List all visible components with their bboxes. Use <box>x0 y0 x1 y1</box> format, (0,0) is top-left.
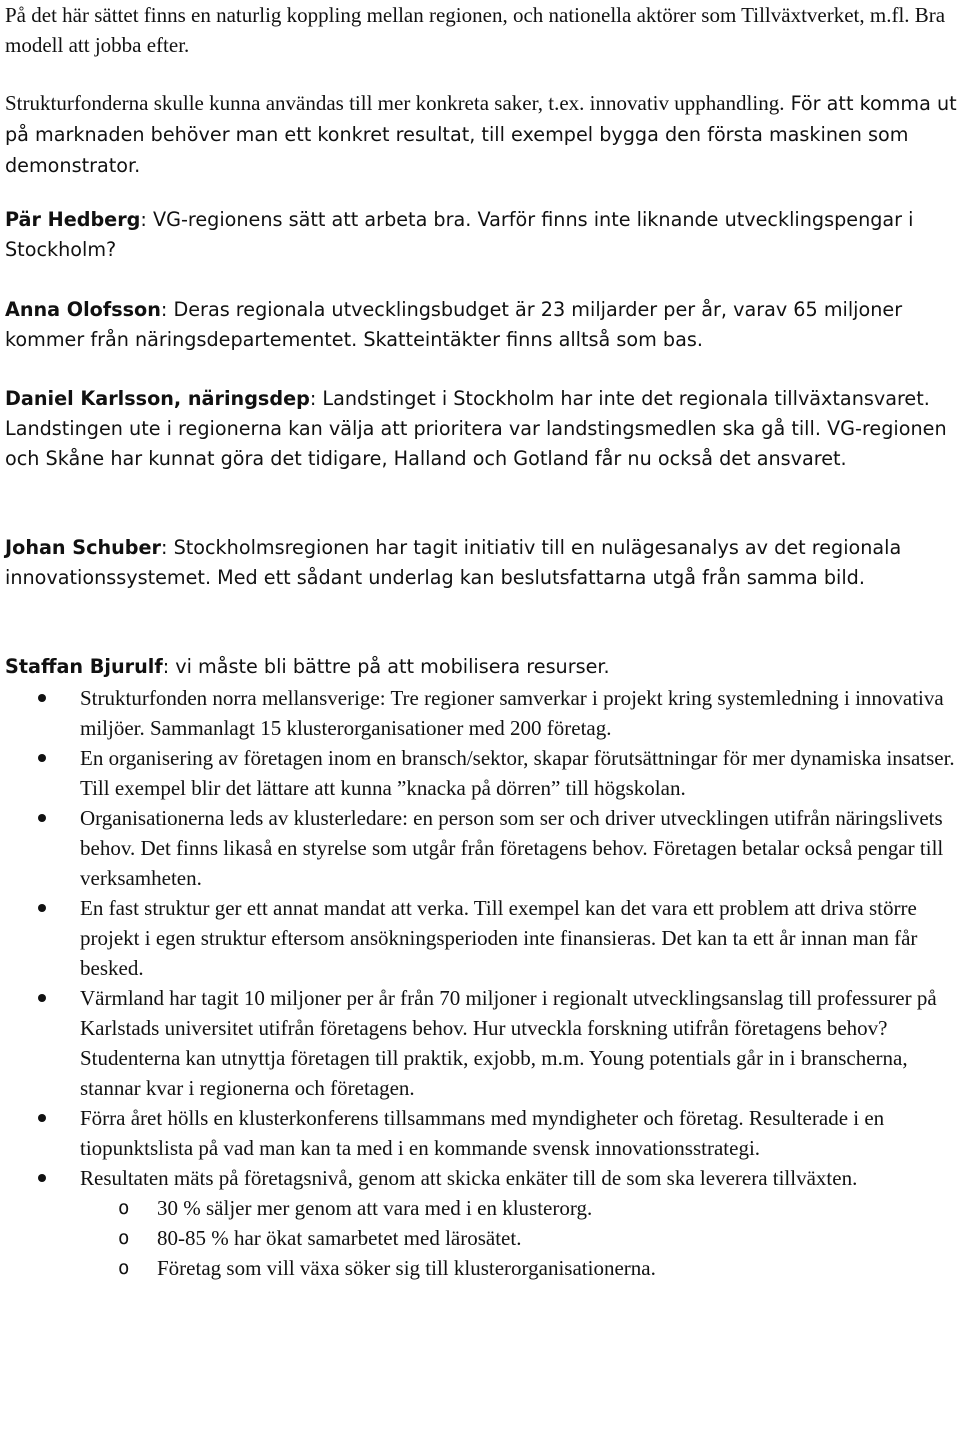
paragraph-intro <box>5 0 957 60</box>
list-item <box>0 893 960 983</box>
list-item <box>0 983 960 1103</box>
list-item <box>0 1103 960 1163</box>
paragraph-text: : vi måste bli bättre på att mobilisera resurser. <box>162 655 610 678</box>
bullet-dot-icon <box>38 814 46 822</box>
bullet-list <box>0 683 960 1283</box>
sub-list-item <box>0 1223 957 1253</box>
sub-list-item <box>0 1253 957 1283</box>
list-item-text: En fast struktur ger ett annat mandat att verka. Till exempel kan det vara ett problem att driva större projekt i egen struktur eftersom ansökningsperioden inte finansieras. Det kan ta ett år innan man får besked. <box>80 896 918 980</box>
sub-list-item-text: 80-85 % har ökat samarbetet med lärosätet. <box>157 1226 522 1250</box>
paragraph-par-hedberg <box>5 205 957 265</box>
paragraph-text: : Stockholmsregionen har tagit initiativ till en nulägesanalys av det regionala innovationssystemet. Med ett sådant underlag kan beslutsfattarna utgå från samma bild. <box>5 536 902 589</box>
list-item <box>0 683 960 743</box>
paragraph-johan-schuber <box>5 533 957 593</box>
speaker-name: Staffan Bjurulf <box>5 655 163 678</box>
speaker-name: Anna Olofsson <box>5 298 161 321</box>
list-item-text: Strukturfonden norra mellansverige: Tre regioner samverkar i projekt kring systemledning i innovativa miljöer. Sammanlagt 15 klusterorganisationer med 200 företag. <box>80 686 944 740</box>
paragraph-strukturfonderna <box>5 88 957 181</box>
list-item <box>0 803 960 893</box>
circle-bullet-icon: o <box>118 1257 130 1279</box>
paragraph-anna-olofsson <box>5 295 957 355</box>
list-item-text: Organisationerna leds av klusterledare: en person som ser och driver utvecklingen utifrån näringslivets behov. Det finns likaså en styrelse som utgår från företagens behov. Företagen betalar också pengar till verksamheten. <box>80 806 944 890</box>
speaker-name: Pär Hedberg <box>5 208 141 231</box>
sub-list-item-text: 30 % säljer mer genom att vara med i en klusterorg. <box>157 1196 593 1220</box>
list-item-text: En organisering av företagen inom en bransch/sektor, skapar förutsättningar för mer dynamiska insatser. Till exempel blir det lättare att kunna ”knacka på dörren” till högskolan. <box>80 746 955 800</box>
speaker-name: Daniel Karlsson, näringsdep <box>5 387 310 410</box>
sub-list-item <box>0 1193 957 1223</box>
speaker-name: Johan Schuber <box>5 536 161 559</box>
list-item-text: Resultaten mäts på företagsnivå, genom att skicka enkäter till de som ska leverera tillväxten. <box>80 1166 858 1190</box>
paragraph-staffan-bjurulf <box>5 652 957 682</box>
list-item <box>0 1163 960 1193</box>
paragraph-text: Strukturfonderna skulle kunna användas till mer konkreta saker, t.ex. innovativ upphandling. <box>5 91 785 115</box>
list-item <box>0 743 960 803</box>
sub-list-item-text: Företag som vill växa söker sig till klusterorganisationerna. <box>157 1256 656 1280</box>
paragraph-text: På det här sättet finns en naturlig koppling mellan regionen, och nationella aktörer som Tillväxtverket, m.fl. Bra modell att jobba efter. <box>5 3 946 57</box>
bullet-dot-icon <box>38 694 46 702</box>
bullet-dot-icon <box>38 1114 46 1122</box>
list-item-text: Förra året hölls en klusterkonferens tillsammans med myndigheter och företag. Resulterade i en tiopunktslista på vad man kan ta med i en kommande svensk innovationsstrategi. <box>80 1106 885 1160</box>
bullet-dot-icon <box>38 904 46 912</box>
bullet-dot-icon <box>38 754 46 762</box>
paragraph-text: : Deras regionala utvecklingsbudget är 23 miljarder per år, varav 65 miljoner kommer från näringsdepartementet. Skatteintäkter finns alltså som bas. <box>5 298 903 351</box>
paragraph-text: För att komma ut på marknaden behöver man ett konkret resultat, till exempel bygga den första maskinen som demonstrator. <box>5 92 957 177</box>
circle-bullet-icon: o <box>118 1197 130 1219</box>
paragraph-text: : VG-regionens sätt att arbeta bra. Varför finns inte liknande utvecklingspengar i Stockholm? <box>5 208 914 261</box>
paragraph-text: : Landstinget i Stockholm har inte det regionala tillväxtansvaret. Landstingen ute i regionerna kan välja att prioritera var landstingsmedlen ska gå till. VG-regionen och Skåne har kunnat göra det tidigare, Halland och Gotland får nu också det ansvaret. <box>5 387 947 470</box>
bullet-dot-icon <box>38 1174 46 1182</box>
bullet-dot-icon <box>38 994 46 1002</box>
circle-bullet-icon: o <box>118 1227 130 1249</box>
list-item-text: Värmland har tagit 10 miljoner per år från 70 miljoner i regionalt utvecklingsanslag till professurer på Karlstads universitet utifrån företagens behov. Hur utveckla forskning utifrån företagens behov? Studenterna kan utnyttja företagen till praktik, exjobb, m.m. Young potentials går in i branscherna, stannar kvar i regionerna och företagen. <box>80 986 937 1100</box>
paragraph-daniel-karlsson <box>5 384 957 474</box>
